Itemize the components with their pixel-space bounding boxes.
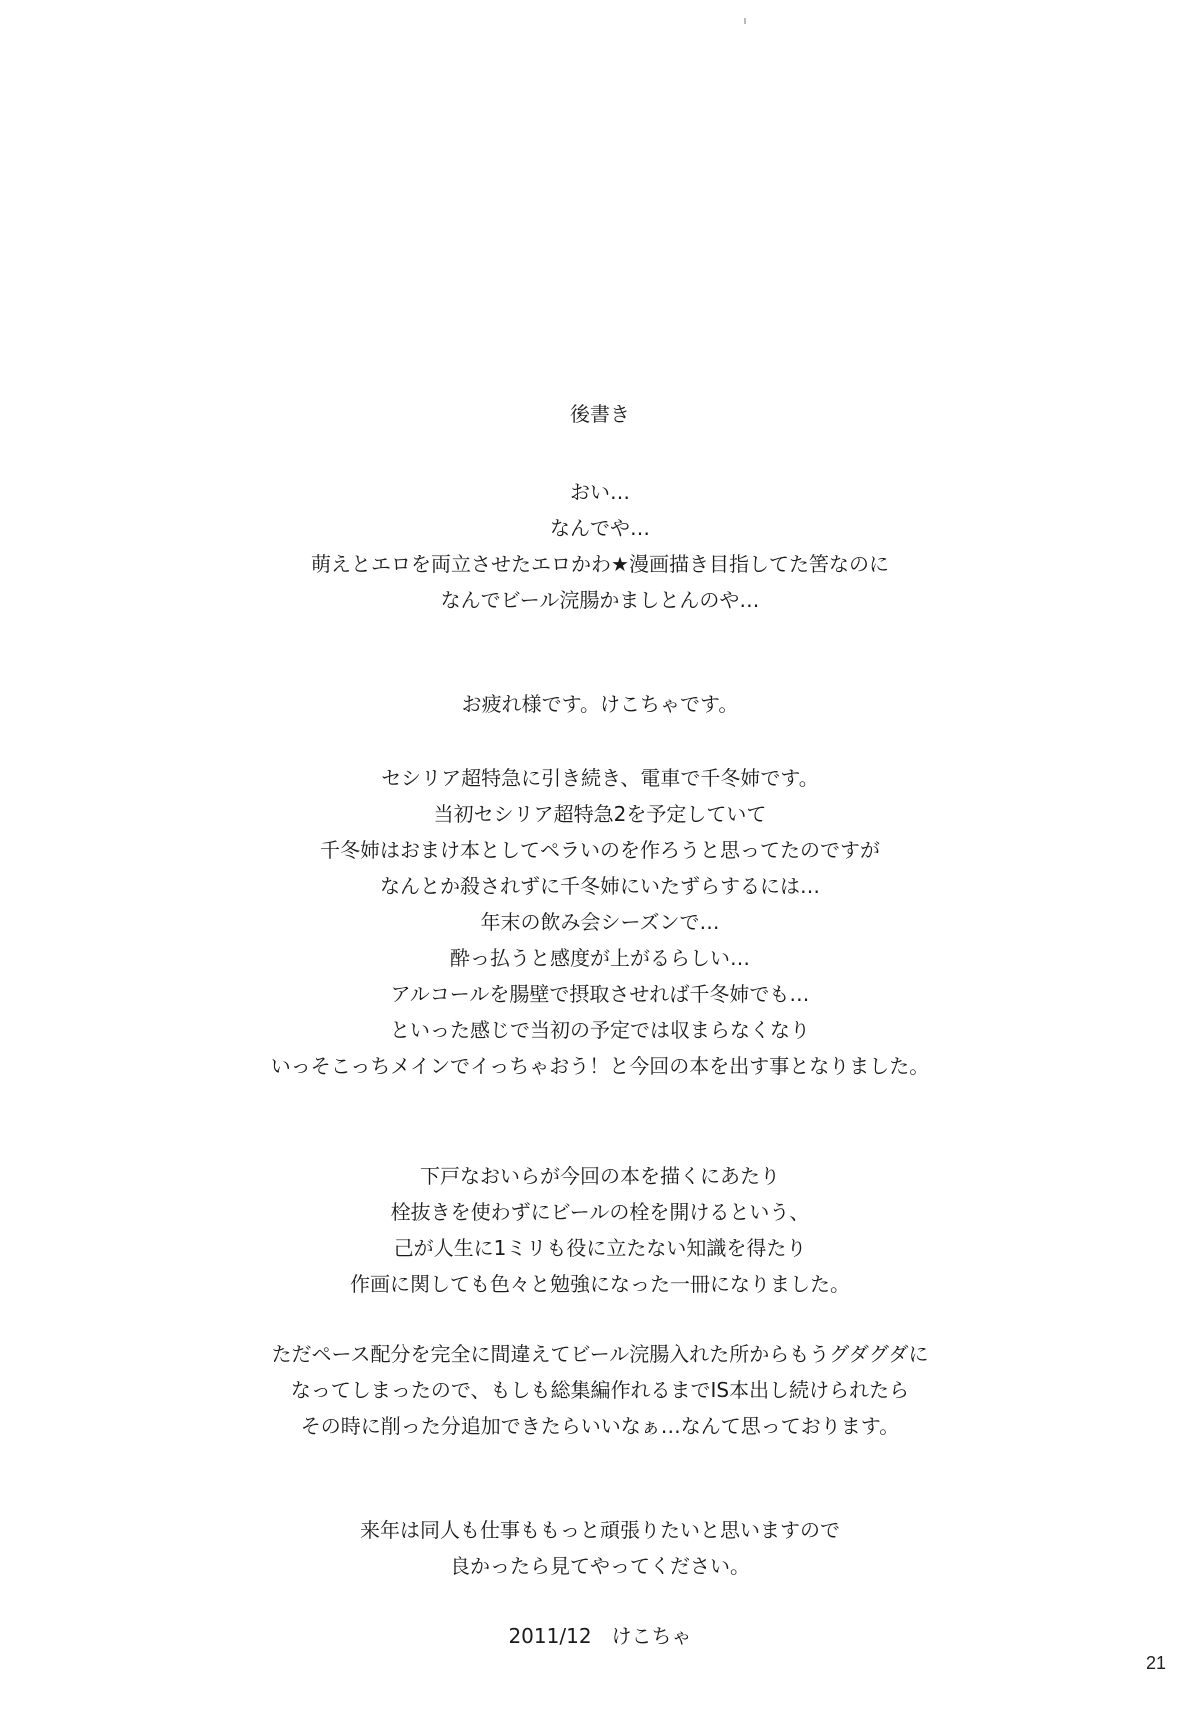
- paragraph-story: [0, 760, 1200, 1084]
- text-line: おい…: [570, 480, 630, 504]
- scan-speck: [744, 18, 746, 24]
- afterword-section: [0, 396, 1200, 1654]
- text-line: 萌えとエロを両立させたエロかわ★漫画描き目指してた筈なのに: [311, 552, 889, 576]
- text-line: 栓抜きを使わずにビールの栓を開けるという、: [390, 1200, 810, 1224]
- afterword-title: 後書き: [570, 402, 630, 426]
- text-line: セシリア超特急に引き続き、電車で千冬姉です。: [381, 766, 819, 790]
- text-line: 当初セシリア超特急2を予定していて: [433, 802, 767, 826]
- text-line: 酔っ払うと感度が上がるらしい…: [450, 946, 750, 970]
- text-line: 良かったら見てやってください。: [450, 1554, 750, 1578]
- text-line: といった感じで当初の予定では収まらなくなり: [390, 1018, 810, 1042]
- text-line: なんでや…: [550, 516, 650, 540]
- text-line: 年末の飲み会シーズンで…: [480, 910, 720, 934]
- text-line: なんでビール浣腸かましとんのや…: [440, 588, 760, 612]
- page-number: 21: [1145, 1653, 1166, 1673]
- text-line: 作画に関しても色々と勉強になった一冊になりました。: [350, 1272, 850, 1296]
- paragraph-regret: [0, 1336, 1200, 1444]
- paragraph-closing: [0, 1512, 1200, 1584]
- text-line: 来年は同人も仕事ももっと頑張りたいと思いますので: [360, 1518, 840, 1542]
- text-line: 己が人生に1ミリも役に立たない知識を得たり: [393, 1236, 807, 1260]
- text-line: その時に削った分追加できたらいいなぁ…なんて思っております。: [300, 1414, 900, 1438]
- paragraph-learning: [0, 1158, 1200, 1302]
- text-line: 下戸なおいらが今回の本を描くにあたり: [420, 1164, 780, 1188]
- text-line: なってしまったので、もしも総集編作れるまでIS本出し続けられたら: [290, 1378, 910, 1402]
- text-line: アルコールを腸壁で摂取させれば千冬姉でも…: [390, 982, 810, 1006]
- text-line: 千冬姉はおまけ本としてペラいのを作ろうと思ってたのですが: [320, 838, 880, 862]
- text-line: お疲れ様です。けこちゃです。: [461, 692, 739, 716]
- text-line: ただペース配分を完全に間違えてビール浣腸入れた所からもうグダグダに: [271, 1342, 929, 1366]
- paragraph-greeting: [0, 686, 1200, 722]
- paragraph-opening: [0, 474, 1200, 618]
- text-line: いっそこっちメインでイっちゃおう！と今回の本を出す事となりました。: [270, 1054, 930, 1078]
- signature: 2011/12 けこちゃ: [508, 1624, 692, 1648]
- text-line: なんとか殺されずに千冬姉にいたずらするには…: [380, 874, 820, 898]
